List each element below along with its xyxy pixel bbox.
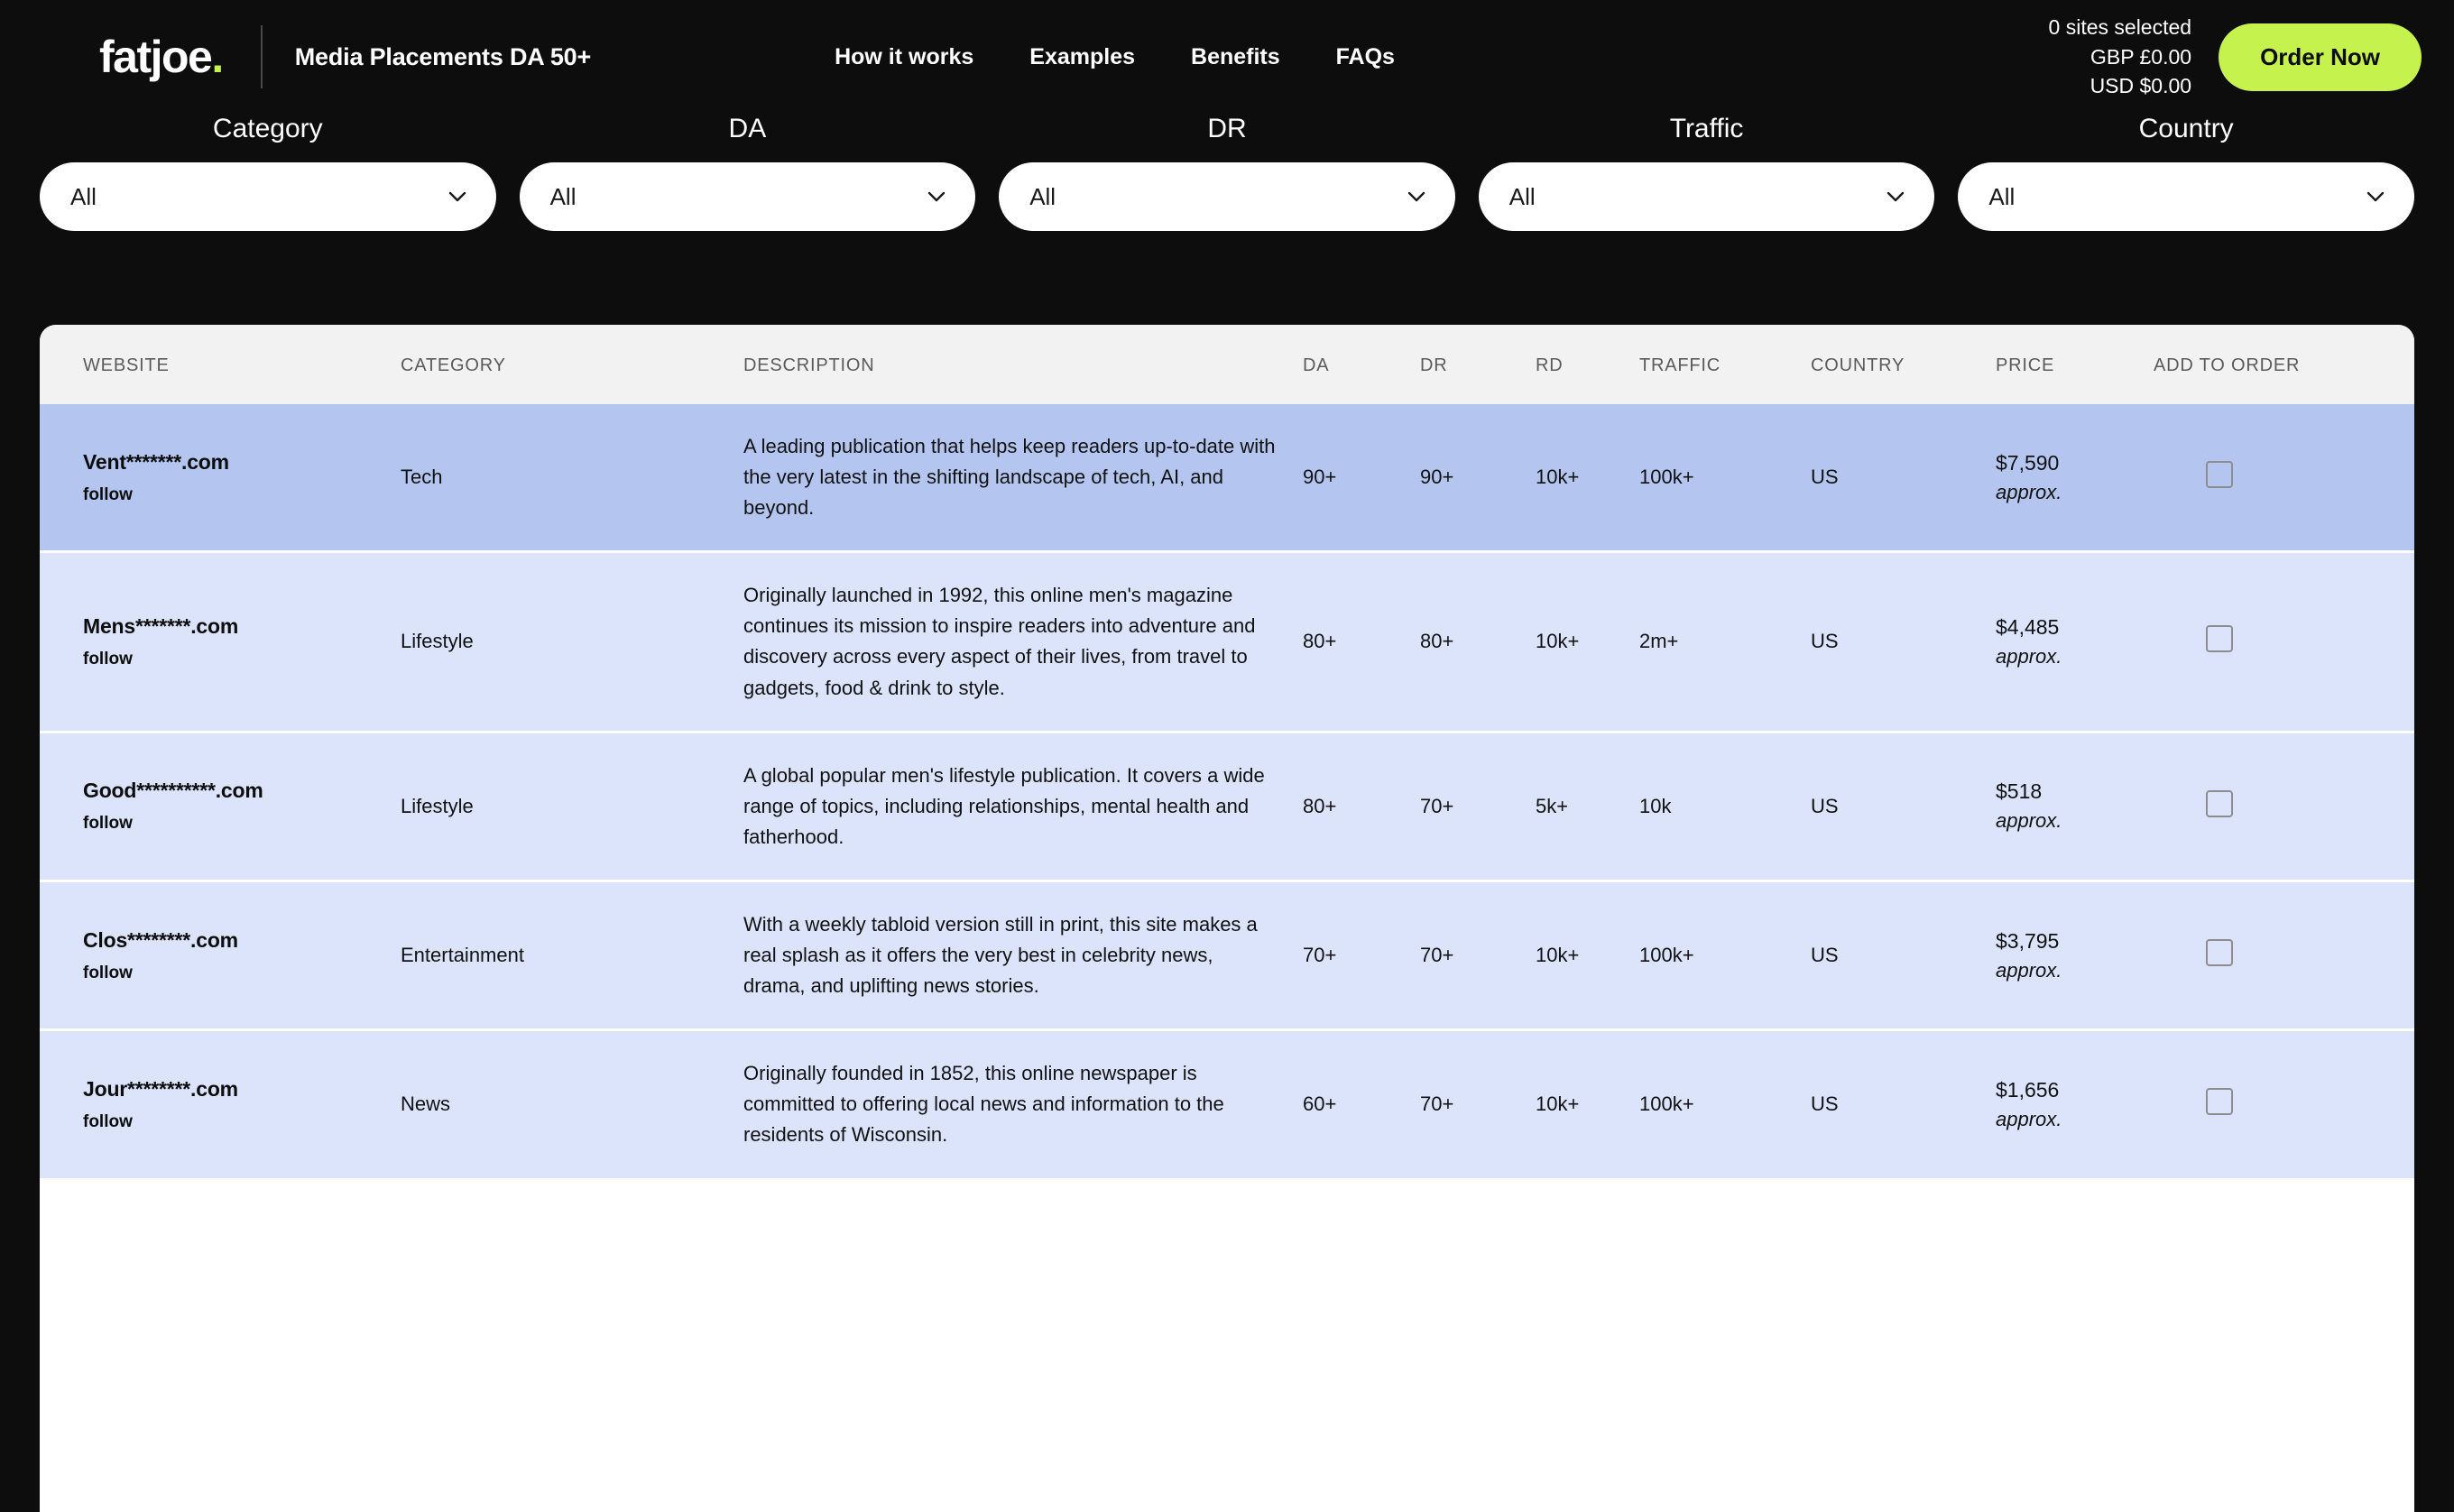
cell-website bbox=[40, 404, 401, 552]
filter-country-select[interactable] bbox=[1958, 162, 2414, 231]
column-header-rd: RD bbox=[1536, 325, 1639, 404]
cell-da: 80+ bbox=[1303, 732, 1420, 880]
filter-traffic bbox=[1479, 114, 1935, 231]
cell-category: News bbox=[401, 1030, 743, 1179]
filter-traffic-value: All bbox=[1508, 182, 1536, 210]
cart-totals bbox=[2049, 13, 2192, 101]
cell-rd: 10k+ bbox=[1536, 404, 1639, 552]
cell-price bbox=[1996, 404, 2154, 552]
cell-price bbox=[1996, 880, 2154, 1029]
add-to-order-checkbox[interactable] bbox=[2206, 790, 2233, 817]
link-type-badge: follow bbox=[83, 649, 133, 668]
filter-traffic-select[interactable] bbox=[1479, 162, 1935, 231]
cell-traffic: 10k bbox=[1639, 732, 1811, 880]
main-nav bbox=[835, 44, 1395, 70]
cell-rd: 10k+ bbox=[1536, 880, 1639, 1029]
filter-category-label: Category bbox=[212, 114, 323, 143]
table-row[interactable] bbox=[40, 732, 2414, 880]
filter-da-label: DA bbox=[728, 114, 767, 143]
filter-dr-select[interactable] bbox=[999, 162, 1455, 231]
sites-selected-count: 0 sites selected bbox=[2048, 15, 2192, 40]
cell-dr: 70+ bbox=[1420, 732, 1536, 880]
add-to-order-checkbox[interactable] bbox=[2206, 625, 2233, 652]
filter-dr-value: All bbox=[1029, 182, 1056, 210]
cell-website bbox=[40, 880, 401, 1029]
site-name: Jour********.com bbox=[83, 1076, 238, 1101]
logo-dot: . bbox=[211, 32, 223, 82]
filter-country-value: All bbox=[1988, 182, 2016, 210]
cell-rd: 10k+ bbox=[1536, 552, 1639, 732]
cell-add-to-order bbox=[2154, 1030, 2414, 1179]
price-approx-note: approx. bbox=[1996, 809, 2062, 833]
cell-add-to-order bbox=[2154, 880, 2414, 1029]
nav-item-examples[interactable]: Examples bbox=[1029, 43, 1136, 69]
chevron-down-icon bbox=[927, 187, 946, 207]
cell-description: With a weekly tabloid version still in print, this site makes a real splash as it offers the very best in celebrity news, drama, and uplifting news stories. bbox=[743, 880, 1303, 1029]
cell-dr: 70+ bbox=[1420, 1030, 1536, 1179]
cell-website bbox=[40, 732, 401, 880]
cell-rd: 10k+ bbox=[1536, 1030, 1639, 1179]
price-value: $518 bbox=[1996, 779, 2043, 804]
cell-description: Originally founded in 1852, this online newspaper is committed to offering local news and information to the residents of Wisconsin. bbox=[743, 1030, 1303, 1179]
link-type-badge: follow bbox=[83, 484, 133, 504]
filter-da bbox=[520, 114, 976, 231]
cart-total-gbp: GBP £0.00 bbox=[2090, 44, 2192, 69]
table-row[interactable] bbox=[40, 404, 2414, 552]
cell-website bbox=[40, 552, 401, 732]
price-value: $1,656 bbox=[1996, 1077, 2060, 1102]
add-to-order-checkbox[interactable] bbox=[2206, 939, 2233, 966]
chevron-down-icon bbox=[447, 187, 467, 207]
filter-traffic-label: Traffic bbox=[1669, 114, 1744, 143]
nav-item-how-it-works[interactable]: How it works bbox=[835, 43, 974, 69]
column-header-website: WEBSITE bbox=[40, 325, 401, 404]
filter-da-value: All bbox=[549, 182, 577, 210]
cell-add-to-order bbox=[2154, 552, 2414, 732]
header-divider bbox=[261, 25, 263, 88]
cell-traffic: 100k+ bbox=[1639, 404, 1811, 552]
cell-website bbox=[40, 1030, 401, 1179]
link-type-badge: follow bbox=[83, 963, 133, 982]
price-value: $7,590 bbox=[1996, 450, 2060, 475]
nav-item-faqs[interactable]: FAQs bbox=[1335, 43, 1395, 69]
link-type-badge: follow bbox=[83, 814, 133, 834]
order-now-button[interactable]: Order Now bbox=[2219, 23, 2422, 91]
cell-country: US bbox=[1811, 1030, 1996, 1179]
column-header-add-to-order: ADD TO ORDER bbox=[2154, 325, 2414, 404]
add-to-order-checkbox[interactable] bbox=[2206, 1088, 2233, 1115]
column-header-country: COUNTRY bbox=[1811, 325, 1996, 404]
filter-category bbox=[40, 114, 496, 231]
price-approx-note: approx. bbox=[1996, 644, 2062, 668]
cart-total-usd: USD $0.00 bbox=[2090, 74, 2192, 98]
cell-category: Tech bbox=[401, 404, 743, 552]
placements-table bbox=[40, 325, 2414, 1181]
cart-summary bbox=[2049, 0, 2422, 114]
cell-price bbox=[1996, 552, 2154, 732]
filter-bar bbox=[0, 114, 2454, 256]
column-header-da: DA bbox=[1303, 325, 1420, 404]
cell-add-to-order bbox=[2154, 732, 2414, 880]
site-name: Good**********.com bbox=[83, 779, 263, 803]
cell-country: US bbox=[1811, 404, 1996, 552]
filter-country bbox=[1958, 114, 2414, 231]
site-name: Mens*******.com bbox=[83, 613, 239, 638]
cell-da: 80+ bbox=[1303, 552, 1420, 732]
nav-item-benefits[interactable]: Benefits bbox=[1191, 43, 1280, 69]
cell-dr: 70+ bbox=[1420, 880, 1536, 1029]
table-row[interactable] bbox=[40, 880, 2414, 1029]
cell-rd: 5k+ bbox=[1536, 732, 1639, 880]
column-header-traffic: TRAFFIC bbox=[1639, 325, 1811, 404]
column-header-dr: DR bbox=[1420, 325, 1536, 404]
site-name: Vent*******.com bbox=[83, 449, 229, 474]
cell-dr: 80+ bbox=[1420, 552, 1536, 732]
cell-add-to-order bbox=[2154, 404, 2414, 552]
cell-da: 60+ bbox=[1303, 1030, 1420, 1179]
filter-country-label: Country bbox=[2138, 114, 2234, 143]
cell-category: Entertainment bbox=[401, 880, 743, 1029]
table-body bbox=[40, 404, 2414, 1179]
chevron-down-icon bbox=[2366, 187, 2385, 207]
filter-category-select[interactable] bbox=[40, 162, 496, 231]
cell-price bbox=[1996, 1030, 2154, 1179]
cell-country: US bbox=[1811, 732, 1996, 880]
table-row[interactable] bbox=[40, 552, 2414, 732]
filter-category-value: All bbox=[70, 182, 97, 210]
cell-da: 90+ bbox=[1303, 404, 1420, 552]
link-type-badge: follow bbox=[83, 1111, 133, 1131]
price-value: $4,485 bbox=[1996, 614, 2060, 639]
price-approx-note: approx. bbox=[1996, 958, 2062, 982]
page-title: Media Placements DA 50+ bbox=[294, 42, 592, 70]
filter-da-select[interactable] bbox=[520, 162, 976, 231]
table-row[interactable] bbox=[40, 1030, 2414, 1179]
cell-traffic: 2m+ bbox=[1639, 552, 1811, 732]
cell-country: US bbox=[1811, 880, 1996, 1029]
cell-description: A leading publication that helps keep readers up-to-date with the very latest in the shifting landscape of tech, AI, and beyond. bbox=[743, 404, 1303, 552]
column-header-price: PRICE bbox=[1996, 325, 2154, 404]
filter-dr-label: DR bbox=[1207, 114, 1247, 143]
cell-dr: 90+ bbox=[1420, 404, 1536, 552]
add-to-order-checkbox[interactable] bbox=[2206, 461, 2233, 488]
price-value: $3,795 bbox=[1996, 928, 2060, 953]
placements-table-container bbox=[40, 325, 2414, 1512]
cell-traffic: 100k+ bbox=[1639, 880, 1811, 1029]
cell-description: A global popular men's lifestyle publication. It covers a wide range of topics, including relationships, mental health and fatherhood. bbox=[743, 732, 1303, 880]
price-approx-note: approx. bbox=[1996, 480, 2062, 503]
site-name: Clos********.com bbox=[83, 927, 238, 952]
cell-traffic: 100k+ bbox=[1639, 1030, 1811, 1179]
price-approx-note: approx. bbox=[1996, 1107, 2062, 1130]
fatjoe-logo[interactable] bbox=[99, 31, 223, 83]
column-header-category: CATEGORY bbox=[401, 325, 743, 404]
chevron-down-icon bbox=[1886, 187, 1905, 207]
top-navigation-bar bbox=[0, 0, 2454, 114]
chevron-down-icon bbox=[1407, 187, 1426, 207]
cell-price bbox=[1996, 732, 2154, 880]
filter-dr bbox=[999, 114, 1455, 231]
cell-description: Originally launched in 1992, this online men's magazine continues its mission to inspire readers into adventure and discovery across every aspect of their lives, from travel to gadgets, food & drink to style. bbox=[743, 552, 1303, 732]
table-header-row bbox=[40, 325, 2414, 404]
cell-category: Lifestyle bbox=[401, 732, 743, 880]
cell-country: US bbox=[1811, 552, 1996, 732]
logo-text: fatjoe bbox=[99, 32, 212, 82]
column-header-description: DESCRIPTION bbox=[743, 325, 1303, 404]
cell-da: 70+ bbox=[1303, 880, 1420, 1029]
cell-category: Lifestyle bbox=[401, 552, 743, 732]
table-header bbox=[40, 325, 2414, 404]
